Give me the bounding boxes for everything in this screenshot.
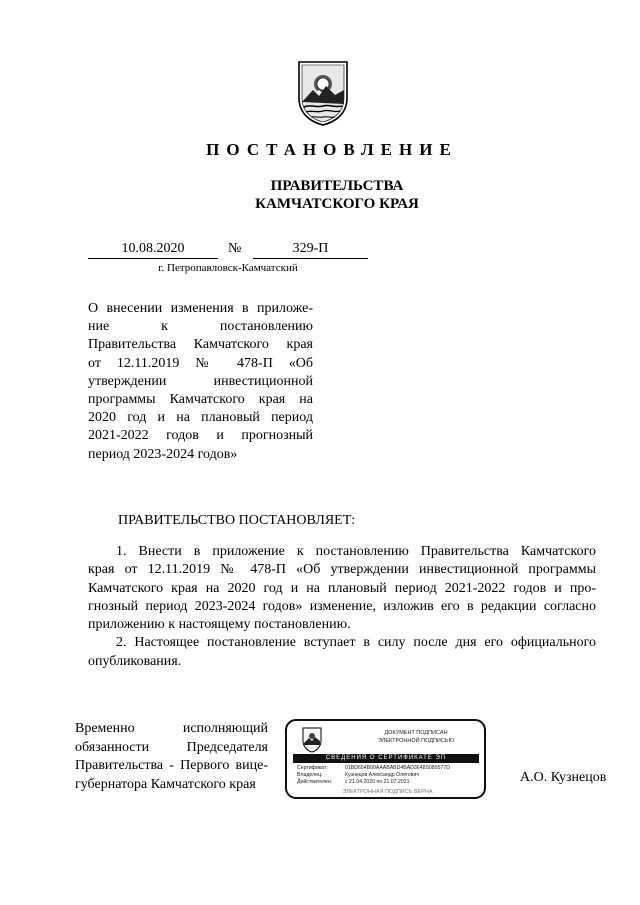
signer-position-line: Временно исполняющий xyxy=(75,721,268,736)
signer-position xyxy=(75,720,268,794)
issuer-line-2: КАМЧАТСКОГО КРАЯ xyxy=(255,196,419,212)
kamchatka-coat-of-arms-icon xyxy=(295,60,351,126)
stamp-owner-value: Кузнецов Александр Олегович xyxy=(345,772,420,778)
stamp-certificate-row xyxy=(297,765,450,772)
stamp-owner-label: Владелец: xyxy=(297,772,323,778)
registration-row xyxy=(88,240,368,260)
stamp-title-line-1: ДОКУМЕНТ ПОДПИСАН xyxy=(384,730,448,736)
body-line: 2. Настоящее постановление вступает в силу после дня его официального xyxy=(116,635,596,651)
subject-line: О внесении изменения в приложе- xyxy=(88,301,313,316)
stamp-band: СВЕДЕНИЯ О СЕРТИФИКАТЕ ЭП xyxy=(293,754,479,763)
signer-position-line: обязанности Председателя xyxy=(75,739,268,755)
decree-heading: ПРАВИТЕЛЬСТВО ПОСТАНОВЛЯЕТ: xyxy=(118,513,356,528)
issuer-name xyxy=(0,177,640,213)
body-line: 1. Внести в приложение к постановлению Правительства Камчатского xyxy=(116,544,596,559)
decree-body xyxy=(88,543,596,671)
subject-title xyxy=(88,300,313,464)
subject-line: Правительства Камчатского края xyxy=(88,337,313,353)
body-line: приложению к настоящему постановлению. xyxy=(88,617,351,633)
stamp-coat-of-arms-icon xyxy=(301,727,323,753)
stamp-certificate-label: Сертификат: xyxy=(297,765,328,771)
signer-position-line: губернатора Камчатского края xyxy=(75,776,256,792)
signer-name: А.О. Кузнецов xyxy=(520,770,607,785)
stamp-valid-label: Действителен: xyxy=(297,779,333,785)
stamp-certificate-value: 01BD654B00AAABABD4BAD3648S089577D xyxy=(345,765,450,771)
subject-line: ние к постановлению xyxy=(88,319,313,335)
stamp-owner-row xyxy=(297,772,450,779)
document-number: 329-П xyxy=(253,240,368,259)
document-type-title: ПОСТАНОВЛЕНИЕ xyxy=(206,140,458,159)
number-sign: № xyxy=(228,241,242,256)
signer-position-line: Правительства - Первого вице- xyxy=(75,758,268,774)
electronic-signature-stamp xyxy=(285,719,486,799)
subject-line: программы Камчатского края на xyxy=(88,392,313,408)
stamp-valid-value: с 21.04.2020 по 21.07.2021 xyxy=(345,779,410,785)
stamp-footer: ЭЛЕКТРОННАЯ ПОДПИСЬ ВЕРНА xyxy=(342,789,433,795)
stamp-valid-row xyxy=(297,779,450,786)
body-line: края от 12.11.2019 № 478-П «Об утверждении инвестиционной программы xyxy=(88,562,596,578)
subject-line: 2021-2022 годов и прогнозный xyxy=(88,428,313,444)
body-line: опубликования. xyxy=(88,653,182,669)
issue-place: г. Петропавловск-Камчатский xyxy=(158,262,298,274)
stamp-title-line-2: ЭЛЕКТРОННОЙ ПОДПИСЬЮ xyxy=(377,738,455,744)
subject-line: утверждении инвестиционной xyxy=(88,373,313,389)
issuer-line-1: ПРАВИТЕЛЬСТВА xyxy=(270,178,404,194)
subject-line: от 12.11.2019 № 478-П «Об xyxy=(88,355,313,371)
stamp-details xyxy=(297,765,450,786)
stamp-title xyxy=(357,729,475,745)
body-line: гнозный период 2023-2024 годов» изменение, изложив его в редакции согласно xyxy=(88,598,596,614)
body-line: Камчатского края на 2020 год и на плановый период 2021-2022 годов и про- xyxy=(88,580,596,596)
document-date: 10.08.2020 xyxy=(88,240,218,259)
subject-line: период 2023-2024 годов» xyxy=(88,446,238,462)
subject-line: 2020 год и на плановый период xyxy=(88,410,313,426)
